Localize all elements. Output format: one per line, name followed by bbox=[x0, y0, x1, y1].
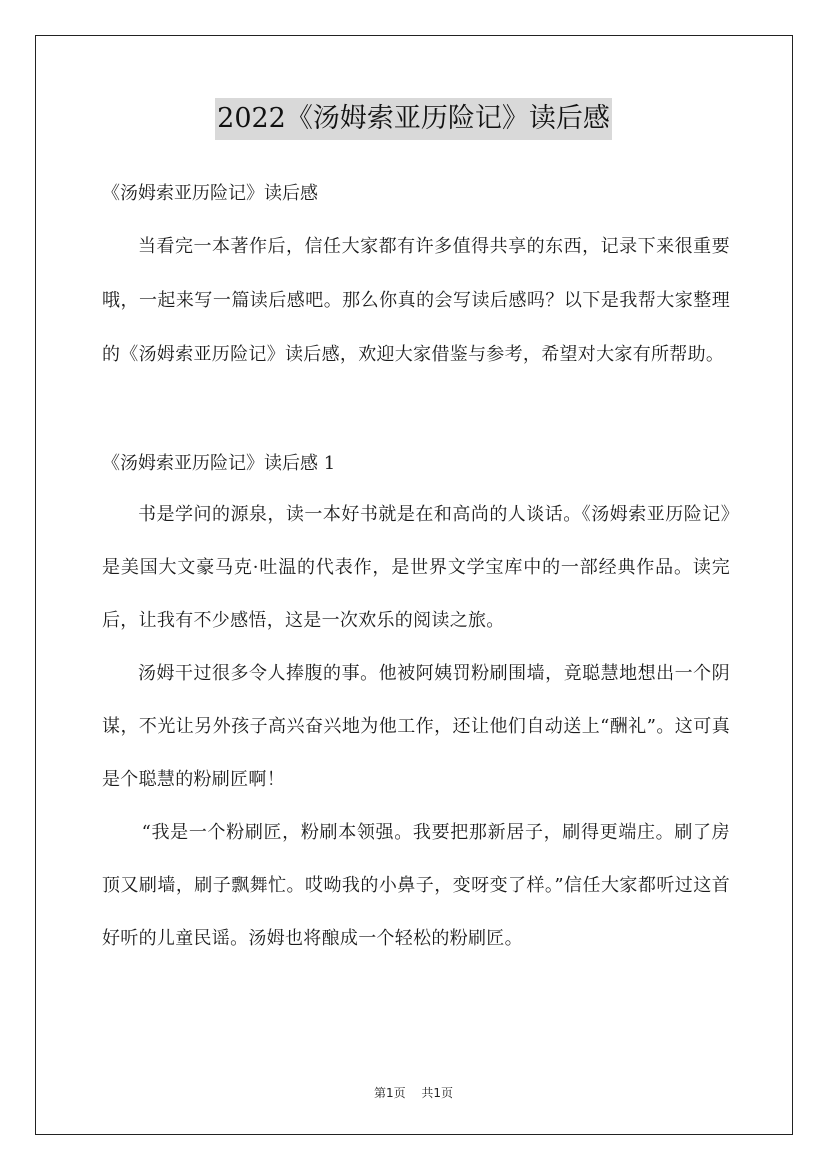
subtitle: 《汤姆索亚历险记》读后感 bbox=[102, 183, 318, 204]
section-heading: 《汤姆索亚历险记》读后感 1 bbox=[102, 453, 336, 474]
page-number: 第1页 bbox=[373, 1086, 406, 1100]
body-paragraph-2: 汤姆干过很多令人捧腹的事。他被阿姨罚粉刷围墙，竟聪慧地想出一个阴谋，不光让另外孩子高兴奋兴地为他工作，还让他们自动送上“酬礼”。这可真是个聪慧的粉刷匠啊！ bbox=[102, 663, 730, 790]
document-body bbox=[102, 170, 730, 965]
intro-paragraph: 当看完一本著作后，信任大家都有许多值得共享的东西，记录下来很重要哦，一起来写一篇读后感吧。那么你真的会写读后感吗？以下是我帮大家整理的《汤姆索亚历险记》读后感，欢迎大家借鉴与参考，希望对大家有所帮助。 bbox=[102, 236, 730, 365]
page-total: 共1页 bbox=[421, 1086, 454, 1100]
document-title: 2022《汤姆索亚历险记》读后感 bbox=[215, 98, 612, 140]
title-container bbox=[0, 98, 827, 140]
body-paragraph-1: 书是学问的源泉，读一本好书就是在和高尚的人谈话。《汤姆索亚历险记》是美国大文豪马克·吐温的代表作，是世界文学宝库中的一部经典作品。读完后，让我有不少感悟，这是一次欢乐的阅读之旅。 bbox=[102, 504, 730, 631]
page-footer bbox=[0, 1084, 827, 1101]
body-paragraph-3: “我是一个粉刷匠，粉刷本领强。我要把那新居子，刷得更端庄。刷了房顶又刷墙，刷子飘舞忙。哎呦我的小鼻子，变呀变了样。”信任大家都听过这首好听的儿童民谣。汤姆也将酿成一个轻松的粉刷匠。 bbox=[102, 822, 730, 949]
section-spacer bbox=[102, 382, 730, 440]
